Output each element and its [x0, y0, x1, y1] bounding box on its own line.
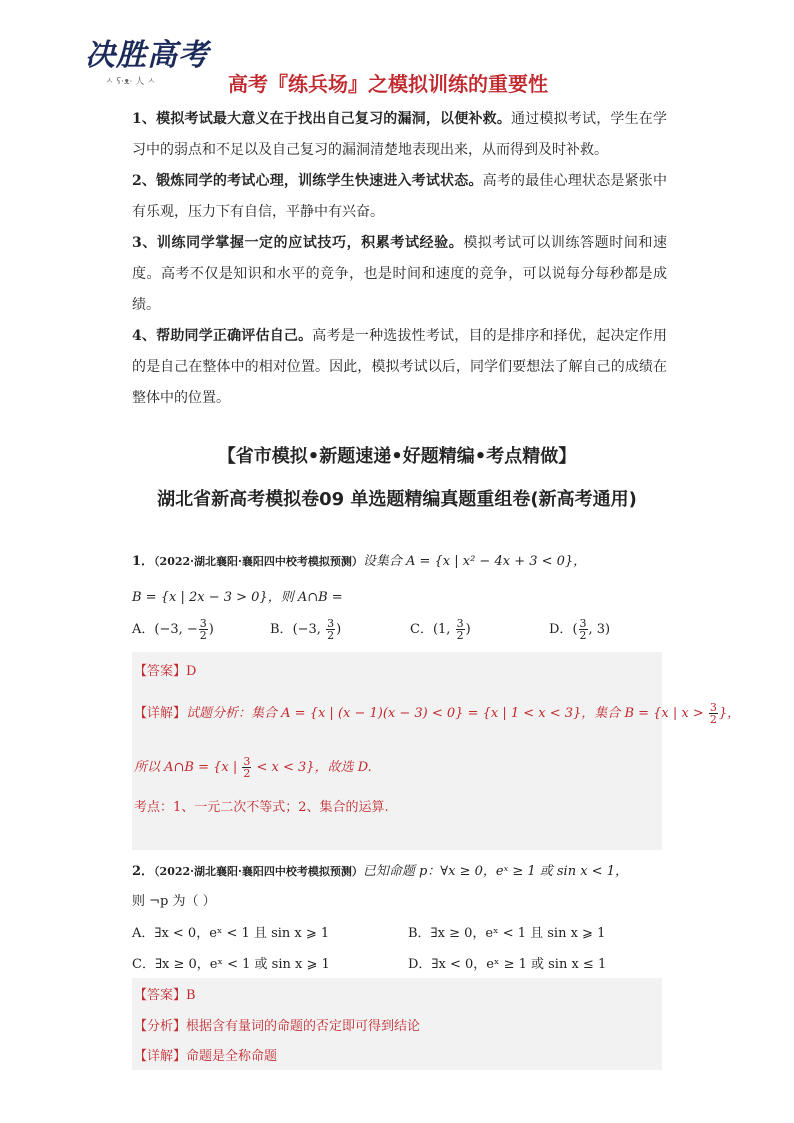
question-1-answer-box	[132, 652, 741, 850]
detail-text: 命题是全称命题	[186, 1049, 278, 1064]
question-2-answer-box	[132, 978, 662, 1070]
question-1-line-1	[132, 550, 586, 569]
answer-value: B	[186, 988, 196, 1003]
option-a-fraction	[199, 618, 208, 641]
detail-1-denominator: 2	[709, 713, 717, 726]
option-b-label: B．	[270, 622, 293, 637]
option-a-denominator: 2	[199, 629, 207, 642]
q2-option-d[interactable]: D．∃x < 0，eˣ ≥ 1 或 sin x ≤ 1	[408, 957, 607, 972]
intro-4-bold: 4、帮助同学正确评估自己。	[132, 328, 313, 344]
q2-option-a[interactable]: A．∃x < 0，eˣ < 1 且 sin x ⩾ 1	[132, 926, 330, 941]
option-b-numerator: 3	[327, 617, 335, 630]
question-2	[132, 860, 662, 980]
question-2-source: （2022·湖北襄阳·襄阳四中校考模拟预测）	[154, 865, 363, 878]
intro-2-text: 高考的最佳心理状态是紧张中有乐观，压力下有自信，平静中有兴奋。	[132, 173, 667, 220]
question-1-kaodian: 考点：1、一元二次不等式；2、集合的运算.	[134, 800, 389, 815]
detail-2-denominator: 2	[243, 767, 251, 780]
option-a-numerator: 3	[199, 617, 207, 630]
option-d-post: , 3)	[588, 622, 611, 637]
option-c-numerator: 3	[456, 617, 464, 630]
intro-3-bold: 3、训练同学掌握一定的应试技巧，积累考试经验。	[132, 235, 464, 251]
intro-4-text: 高考是一种选拔性考试，目的是排序和择优，起决定作用的是自己在整体中的相对位置。因此，模拟考试以后，同学们要想法了解自己的成绩在整体中的位置。	[132, 328, 667, 406]
question-2-answer	[134, 984, 196, 1003]
detail-1-fraction	[709, 702, 718, 725]
question-2-stem-1: 已知命题 p：∀x ≥ 0，eˣ ≥ 1 或 sin x < 1，	[362, 864, 628, 879]
header-title: 高考『练兵场』之模拟训练的重要性	[228, 72, 548, 96]
logo-text: 决胜高考	[85, 38, 209, 73]
option-c[interactable]	[410, 618, 471, 641]
intro-paragraph-1	[132, 104, 667, 166]
q2-option-c[interactable]: C．∃x ≥ 0，eˣ < 1 或 sin x ⩾ 1	[132, 957, 330, 972]
answer-tag: 【答案】	[134, 988, 187, 1003]
option-d-label: D．	[549, 622, 573, 637]
option-b-fraction	[326, 618, 335, 641]
q2-option-b[interactable]: B．∃x ≥ 0，eˣ < 1 且 sin x ⩾ 1	[408, 926, 606, 941]
question-1-number: 1．	[132, 554, 155, 569]
option-a[interactable]	[132, 618, 214, 641]
detail-1-numerator: 3	[709, 701, 717, 714]
option-a-pre: (−3, −	[154, 622, 198, 637]
detail-tag: 【详解】	[134, 706, 187, 721]
question-1-detail	[134, 702, 740, 725]
analysis-text: 根据含有量词的命题的否定即可得到结论	[186, 1019, 421, 1034]
question-1-line-2	[132, 586, 343, 605]
option-d-denominator: 2	[579, 629, 587, 642]
intro-2-bold: 2、锻炼同学的考试心理，训练学生快速进入考试状态。	[132, 173, 483, 189]
question-1	[132, 550, 662, 650]
detail-line-2-post: < x < 3}，故选 D.	[252, 760, 372, 775]
question-1-source: （2022·湖北襄阳·襄阳四中校考模拟预测）	[154, 555, 363, 568]
intro-1-bold: 1、模拟考试最大意义在于找出自己复习的漏洞，以便补救。	[132, 111, 512, 127]
option-b-pre: (−3,	[292, 622, 326, 637]
option-b-denominator: 2	[327, 629, 335, 642]
option-a-label: A．	[132, 622, 155, 637]
answer-tag: 【答案】	[134, 664, 187, 679]
analysis-tag: 【分析】	[134, 1019, 187, 1034]
option-d-numerator: 3	[579, 617, 587, 630]
question-2-line-2: 则 ¬p 为（ ）	[132, 894, 216, 909]
section-heading-1: 【省市模拟•新题速递•好题精编•考点精做】	[217, 446, 577, 467]
question-2-number: 2．	[132, 864, 155, 879]
intro-paragraphs	[132, 104, 667, 414]
option-c-label: C．	[410, 622, 433, 637]
option-d-fraction	[579, 618, 588, 641]
detail-line-2: 所以 A∩B = {x |	[134, 760, 242, 775]
option-c-denominator: 2	[456, 629, 464, 642]
question-1-detail-2	[134, 756, 372, 779]
intro-paragraph-2	[132, 166, 667, 228]
option-d-pre: (	[572, 622, 578, 637]
intro-3-text: 模拟考试可以训练答题时间和速度。高考不仅是知识和水平的竞争，也是时间和速度的竞争，可以说每分每秒都是成绩。	[132, 235, 668, 313]
logo	[85, 30, 215, 100]
logo-figures: ㅅ ʕ·ᴥ· 人 ㅅ	[105, 77, 156, 87]
question-1-answer	[134, 660, 196, 679]
detail-2-numerator: 3	[243, 755, 251, 768]
option-a-post: )	[208, 622, 214, 637]
intro-paragraph-4	[132, 321, 667, 414]
question-2-analysis	[134, 1015, 420, 1034]
detail-line-1: 试题分析：集合 A = {x | (x − 1)(x − 3) < 0} = {x | 1 < x < 3}，集合 B = {x | x >	[186, 706, 708, 721]
question-1-stem-2: B = {x | 2x − 3 > 0}，则 A∩B =	[132, 590, 343, 605]
intro-paragraph-3	[132, 228, 667, 321]
option-c-pre: (1,	[432, 622, 455, 637]
answer-value: D	[186, 664, 197, 679]
detail-line-1-post: }，	[718, 706, 741, 721]
detail-tag: 【详解】	[134, 1049, 187, 1064]
section-heading-2: 湖北省新高考模拟卷09 单选题精编真题重组卷(新高考通用)	[157, 489, 637, 510]
option-c-fraction	[456, 618, 465, 641]
option-b-post: )	[336, 622, 342, 637]
question-1-stem-1: 设集合 A = {x | x² − 4x + 3 < 0}，	[362, 554, 587, 569]
option-b[interactable]	[270, 618, 341, 641]
question-2-line-1	[132, 860, 628, 879]
question-2-detail	[134, 1045, 277, 1064]
detail-2-fraction	[242, 756, 251, 779]
intro-1-text: 通过模拟考试，学生在学习中的弱点和不足以及自己复习的漏洞清楚地表现出来，从而得到及时补救。	[132, 111, 667, 158]
option-d[interactable]	[549, 618, 610, 641]
option-c-post: )	[465, 622, 471, 637]
